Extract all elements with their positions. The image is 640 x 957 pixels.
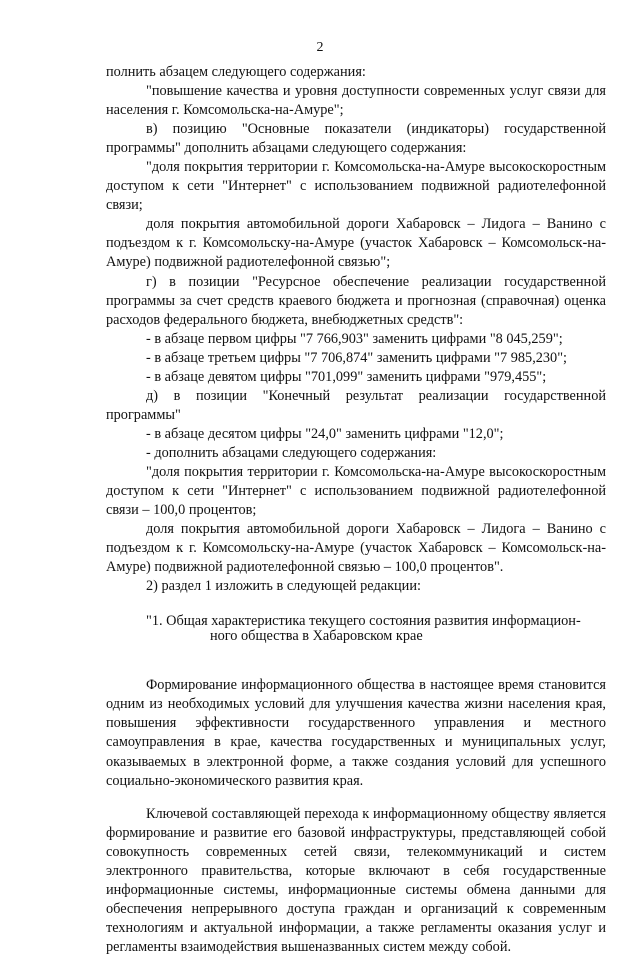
paragraph: Ключевой составляющей перехода к информационному обществу является формирование и развитие его базовой инфраструктуры, представляющей собой совокупность современных сетей связи, телекоммуникаций и систем электронного правительства, которые включают в себя государственные информационные системы, информационные системы обмена данными для обеспечения непрерывного доступа граждан и организаций к современным технологиям и актуальной информации, а также регламенты оказания услуг и регламенты взаимодействия вышеназванных систем между собой. bbox=[106, 805, 606, 955]
paragraph: д) в позиции "Конечный результат реализации государственной программы" bbox=[106, 387, 606, 423]
paragraph: "повышение качества и уровня доступности современных услуг связи для населения г. Комсомольска-на-Амуре"; bbox=[106, 83, 606, 119]
list-item: - в абзаце десятом цифры "24,0" заменить цифрами "12,0"; bbox=[146, 425, 504, 442]
page-number: 2 bbox=[316, 40, 324, 55]
list-item: - в абзаце девятом цифры "701,099" заменить цифрами "979,455"; bbox=[146, 368, 547, 385]
document-body bbox=[106, 63, 606, 957]
paragraph: в) позицию "Основные показатели (индикаторы) государственной программы" дополнить абзацами следующего содержания: bbox=[106, 121, 606, 157]
paragraph: доля покрытия автомобильной дороги Хабаровск – Лидога – Ванино с подъездом к г. Комсомольску-на-Амуре (участок Хабаровск – Комсомольск-на-Амуре) подвижной радиотелефонной связью – 100,0 процентов". bbox=[106, 521, 606, 576]
paragraph: доля покрытия автомобильной дороги Хабаровск – Лидога – Ванино с подъездом к г. Комсомольску-на-Амуре (участок Хабаровск – Комсомольск-на-Амуре) подвижной радиотелефонной связью"; bbox=[106, 216, 606, 271]
paragraph: Формирование информационного общества в настоящее время становится одним из необходимых условий для улучшения качества жизни населения края, повышения эффективности государственного управления и местного самоуправления в крае, качества государственных и муниципальных услуг, оказываемых в электронной форме, а также создания условий для успешного социально-экономического развития края. bbox=[106, 677, 606, 789]
paragraph: 2) раздел 1 изложить в следующей редакции: bbox=[146, 578, 421, 595]
paragraph-spacing bbox=[106, 791, 606, 805]
paragraph: г) в позиции "Ресурсное обеспечение реализации государственной программы за счет средств краевого бюджета и прогнозная (справочная) оценка расходов федерального бюджета, внебюджетных средств": bbox=[106, 273, 606, 328]
heading-spacing bbox=[106, 662, 606, 676]
section-heading-line-2: ного общества в Хабаровском крае bbox=[210, 628, 423, 645]
list-item: - дополнить абзацами следующего содержания: bbox=[146, 444, 437, 461]
paragraph: полнить абзацем следующего содержания: bbox=[106, 64, 366, 80]
paragraph: "доля покрытия территории г. Комсомольска-на-Амуре высокоскоростным доступом к сети "Интернет" с использованием подвижной радиотелефонной связи; bbox=[106, 159, 606, 214]
list-item: - в абзаце первом цифры "7 766,903" заменить цифрами "8 045,259"; bbox=[146, 330, 563, 347]
section-heading-line-1: "1. Общая характеристика текущего состояния развития информацион- bbox=[146, 613, 581, 630]
section-heading bbox=[106, 596, 606, 662]
paragraph: "доля покрытия территории г. Комсомольска-на-Амуре высокоскоростным доступом к сети "Интернет" с использованием подвижной радиотелефонной связи – 100,0 процентов; bbox=[106, 463, 606, 519]
list-item: - в абзаце третьем цифры "7 706,874" заменить цифрами "7 985,230"; bbox=[146, 349, 568, 366]
